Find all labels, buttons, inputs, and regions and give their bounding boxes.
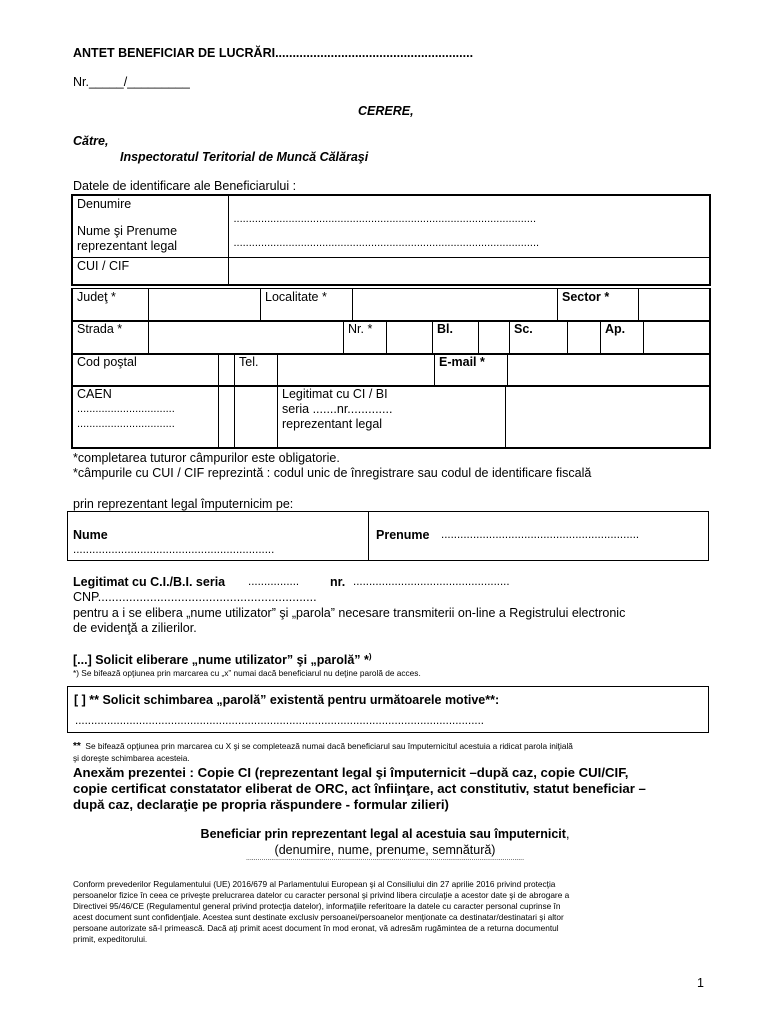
id-card-line1: Legitimat cu CI / BI xyxy=(282,387,388,401)
purpose-line2: de evidenţă a zilierilor. xyxy=(73,621,197,635)
localitate-input-cell[interactable] xyxy=(353,289,558,321)
strada-input-cell[interactable] xyxy=(149,321,344,354)
denumire-label: Denumire xyxy=(77,197,132,211)
gdpr-line6: primit, expeditorului. xyxy=(73,934,148,944)
change-password-note-text: Se bifează opţiunea prin marcarea cu X şi se completează numai dacă beneficiarul sau împuternicitul acestuia a ridicat parola iniţială xyxy=(85,741,573,751)
cui-input-cell[interactable] xyxy=(229,257,710,285)
signature-line1 xyxy=(0,827,770,841)
identification-intro: Datele de identificare ale Beneficiarului : xyxy=(73,179,297,193)
legal-rep-label-line1: Nume şi Prenume xyxy=(77,224,178,238)
letterhead-line: ANTET BENEFICIAR DE LUCRĂRI......................................................... xyxy=(73,46,474,60)
legal-rep-label-line2: reprezentant legal xyxy=(77,239,178,253)
id-card-line2: seria .......nr............. xyxy=(282,402,393,416)
localitate-label: Localitate * xyxy=(261,289,353,321)
gdpr-line5: persoane autorizate să-l primească. Dacă aţi primit acest document în mod eronat, vă adresăm rugămintea de a returna documentul xyxy=(73,923,559,933)
note-cui: *câmpurile cu CUI / CIF reprezintă : codul unic de înregistrare sau codul de identificare fiscală xyxy=(73,466,592,480)
tel-input-cell[interactable] xyxy=(278,354,435,386)
contact-table xyxy=(71,353,711,387)
purpose-line1: pentru a i se elibera „nume utilizator” şi „parola” necesare transmiterii on-line a Registrului electronic xyxy=(73,606,626,620)
caen-dots-line1: ................................ xyxy=(77,403,175,415)
ap-label: Ap. xyxy=(601,321,644,354)
addressee-label: Către, xyxy=(73,134,109,148)
caen-label: CAEN xyxy=(77,387,112,401)
note-mandatory: *completarea tuturor câmpurilor este obligatorie. xyxy=(73,451,340,465)
signature-line2: (denumire, nume, prenume, semnătură) xyxy=(274,843,496,857)
legal-rep-dots: .................................................................................................... xyxy=(233,237,540,249)
sc-label: Sc. xyxy=(510,321,568,354)
ap-input-cell[interactable] xyxy=(644,321,711,354)
caen-dots-line2: ................................ xyxy=(77,418,175,430)
id-card-line3: reprezentant legal xyxy=(282,417,383,431)
judet-label: Judeţ * xyxy=(72,289,149,321)
mandate-intro: prin reprezentant legal împuternicim pe: xyxy=(73,497,294,511)
caen-input-cell-b[interactable] xyxy=(235,386,278,448)
denumire-dots: ................................................................................................... xyxy=(233,213,537,225)
change-password-note-line1 xyxy=(73,741,573,752)
street-nr-label: Nr. * xyxy=(344,321,387,354)
signature-line1-text: Beneficiar prin reprezentant legal al acestuia sau împuternicit xyxy=(200,827,566,841)
nume-dots[interactable]: ............................................................... xyxy=(73,544,275,556)
mandate-nr-label: nr. xyxy=(330,575,346,589)
annex-line3: după caz, declaraţie pe propria răspundere - formular zilieri) xyxy=(73,797,449,812)
sc-input-cell[interactable] xyxy=(568,321,601,354)
address-table xyxy=(71,288,711,322)
bl-label: Bl. xyxy=(433,321,479,354)
request-credentials-sup: ) xyxy=(368,652,372,661)
addressee-institution: Inspectoratul Teritorial de Muncă Călăraşi xyxy=(120,150,369,164)
request-credentials-note: *) Se bifează opţiunea prin marcarea cu „x” numai dacă beneficiarul nu deţine parolă de acces. xyxy=(73,668,421,678)
sector-input-cell[interactable] xyxy=(639,289,711,321)
email-label: E-mail * xyxy=(435,354,508,386)
gdpr-line2: persoanelor fizice în ceea ce priveşte prelucrarea datelor cu caracter personal şi privind libera circulaţie a acestor date şi de abrogare a xyxy=(73,890,570,900)
sector-label: Sector * xyxy=(558,289,639,321)
request-credentials-text: [...] Solicit eliberare „nume utilizator” şi „parolă” * xyxy=(73,653,369,668)
cod-postal-label: Cod poştal xyxy=(72,354,219,386)
denumire-input-cell[interactable] xyxy=(229,195,710,257)
annex-line1: Anexăm prezentei : Copie CI (reprezentant legal şi împuternicit –după caz, copie CUI/CIF, xyxy=(73,765,629,780)
signature-dots[interactable]: ............................................................................................................................................... xyxy=(245,855,525,862)
prenume-dots[interactable]: .............................................................. xyxy=(441,529,640,541)
cnp-field[interactable]: CNP............................................................... xyxy=(73,590,317,604)
registration-number: Nr._____/_________ xyxy=(73,75,190,89)
prenume-label: Prenume xyxy=(376,528,430,542)
annex-line2: copie certificat constatator eliberat de ORC, act înfiinţare, act constitutiv, statut beneficiar – xyxy=(73,781,646,796)
beneficiary-identification-table xyxy=(71,194,711,286)
caen-table xyxy=(71,385,711,449)
change-password-reason-dots[interactable]: ................................................................................................................................ xyxy=(75,715,484,727)
change-password-note-line2: şi doreşte schimbarea acesteia. xyxy=(73,753,190,763)
page-number: 1 xyxy=(697,976,704,990)
request-credentials[interactable] xyxy=(73,652,372,667)
change-password-option[interactable]: [ ] ** Solicit schimbarea „parolă” existentă pentru următoarele motive**: xyxy=(74,693,500,707)
signature-line1-comma: , xyxy=(565,827,570,841)
bl-input-cell[interactable] xyxy=(479,321,510,354)
strada-label: Strada * xyxy=(72,321,149,354)
mandate-nr-dots[interactable]: ................................................. xyxy=(353,576,510,588)
document-title: CERERE, xyxy=(358,104,414,118)
gdpr-line1: Conform prevederilor Regulamentului (UE) 2016/679 al Parlamentului European şi al Consiliului din 27 aprilie 2016 privind protecţia xyxy=(73,879,556,889)
judet-input-cell[interactable] xyxy=(149,289,261,321)
email-input-cell[interactable] xyxy=(508,354,711,386)
tel-label: Tel. xyxy=(235,354,278,386)
gdpr-line3: Directivei 95/46/CE (Regulamentul general privind protecţia datelor), informaţiile referitoare la datele cu caracter personal cuprinse în xyxy=(73,901,561,911)
caen-input-cell-a[interactable] xyxy=(219,386,235,448)
change-password-note-mark: ** xyxy=(73,741,81,752)
mandate-seria-dots[interactable]: ................ xyxy=(248,576,300,588)
street-table xyxy=(71,320,711,355)
nume-label: Nume xyxy=(73,528,108,542)
mandate-id-label: Legitimat cu C.I./B.I. seria xyxy=(73,575,226,589)
gdpr-line4: acest document sunt confidenţiale. Acestea sunt destinate exclusiv persoanei/persoanelor menţionate ca destinatar/destinatari şi altor xyxy=(73,912,564,922)
cod-postal-input-cell[interactable] xyxy=(219,354,235,386)
cui-label: CUI / CIF xyxy=(72,257,229,285)
street-nr-input-cell[interactable] xyxy=(387,321,433,354)
id-card-input-cell[interactable] xyxy=(506,386,711,448)
